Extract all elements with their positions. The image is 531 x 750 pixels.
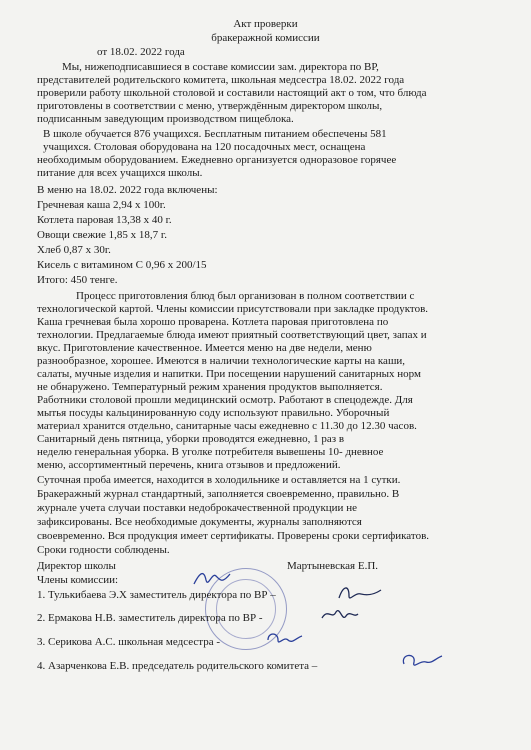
paragraph3-line: своевременно. Вся продукция имеет сертификаты. Проверены сроки сертификатов. <box>37 530 430 542</box>
paragraph2-line: питание для всех учащихся школы. <box>37 167 203 179</box>
paragraph1-line: приготовлены в соответствии с меню, утверждённым директором школы, <box>37 100 383 112</box>
paragraph3-line: Санитарный день пятница, уборки проводятся ежедневно, 1 раз в <box>37 433 345 445</box>
paragraph3-line: зафиксированы. Все необходимые документы, журналы заполняются <box>37 516 362 528</box>
member-signature <box>335 582 385 606</box>
paragraph2-line: В школе обучается 876 учащихся. Бесплатным питанием обеспечены 581 <box>43 128 387 140</box>
document-title: Акт проверки <box>233 18 298 30</box>
paragraph1-line: Мы, нижеподписавшиеся в составе комиссии зам. директора по ВР, <box>62 61 379 73</box>
paragraph1-line: представителей родительского комитета, школьная медсестра 18.02. 2022 года <box>37 74 405 86</box>
member-row: 3. Серикова А.С. школьная медсестра - <box>37 636 221 648</box>
paragraph3-line: технологии. Предлагаемые блюда имеют приятный соответствующий цвет, запах и <box>37 329 427 341</box>
menu-item: Кисель с витамином С 0,96 х 200/15 <box>37 259 207 271</box>
paragraph1-line: проверили работу школьной столовой и составили настоящий акт о том, что блюда <box>37 87 427 99</box>
paragraph3-line: разнообразное, хорошее. Имеются в наличии технологические карты на каши, <box>37 355 406 367</box>
paragraph3-line: не обнаружено. Температурный режим хранения продуктов выполняется. <box>37 381 383 393</box>
director-label: Директор школы <box>37 560 116 572</box>
paragraph1-line: подписанным заведующим производством пищеблока. <box>37 113 294 125</box>
director-name: Мартыневская Е.П. <box>287 560 379 572</box>
paragraph3-line: меню, ассортиментный перечень, книга отзывов и предложений. <box>37 459 341 471</box>
member-row: 1. Тулькибаева Э.Х заместитель директора по ВР – <box>37 589 276 601</box>
document-subtitle: бракеражной комиссии <box>211 32 320 44</box>
menu-item: Гречневая каша 2,94 х 100г. <box>37 199 166 211</box>
paragraph3-line: салаты, мучные изделия и напитки. При посещении нарушений санитарных норм <box>37 368 421 380</box>
menu-item: Хлеб 0,87 х 30г. <box>37 244 111 256</box>
paragraph3-line: Сроки годности соблюдены. <box>37 544 170 556</box>
paragraph3-line: вкус. Приготовление качественное. Имеется меню на две недели, меню <box>37 342 372 354</box>
paragraph3-line: Работники столовой прошли медицинский осмотр. Работают в спецодежде. Для <box>37 394 413 406</box>
paragraph2-line: учащихся. Столовая оборудована на 120 посадочных мест, оснащена <box>43 141 366 153</box>
paragraph3-line: Каша гречневая была хорошо проварена. Котлета паровая приготовлена по <box>37 316 389 328</box>
paragraph3-line: технологической картой. Члены комиссии присутствовали при закладке продуктов. <box>37 303 429 315</box>
member-row: 2. Ермакова Н.В. заместитель директора по ВР - <box>37 612 263 624</box>
paragraph3-line: Процесс приготовления блюд был организован в полном соответствии с <box>76 290 415 302</box>
menu-total: Итого: 450 тенге. <box>37 274 118 286</box>
paragraph3-line: неделю генеральная уборка. В уголке потребителя вывешены 10- дневное <box>37 446 384 458</box>
paragraph3-line: журнале учета случаи поставки недоброкачественной продукции не <box>37 502 357 514</box>
paragraph3-line: материал хранится отдельно, санитарные часы ежедневно с 11.30 до 12.30 часов. <box>37 420 417 432</box>
menu-intro: В меню на 18.02. 2022 года включены: <box>37 184 218 196</box>
document-date: от 18.02. 2022 года <box>97 46 185 58</box>
menu-item: Овощи свежие 1,85 х 18,7 г. <box>37 229 167 241</box>
member-signature <box>262 628 306 652</box>
member-row: 4. Азарченкова Е.В. председатель родительского комитета – <box>37 660 318 672</box>
paragraph2-line: необходимым оборудованием. Ежедневно организуется одноразовое горячее <box>37 154 397 166</box>
paragraph3-line: Суточная проба имеется, находится в холодильнике и оставляется на 1 сутки. <box>37 474 401 486</box>
menu-item: Котлета паровая 13,38 х 40 г. <box>37 214 172 226</box>
member-signature <box>396 650 446 676</box>
members-label: Члены комиссии: <box>37 574 119 586</box>
member-signature <box>318 604 362 628</box>
paragraph3-line: мытья посуды кальцинированную соду используют правильно. Уборочный <box>37 407 390 419</box>
paragraph3-line: Бракеражный журнал стандартный, заполняется своевременно, правильно. В <box>37 488 400 500</box>
